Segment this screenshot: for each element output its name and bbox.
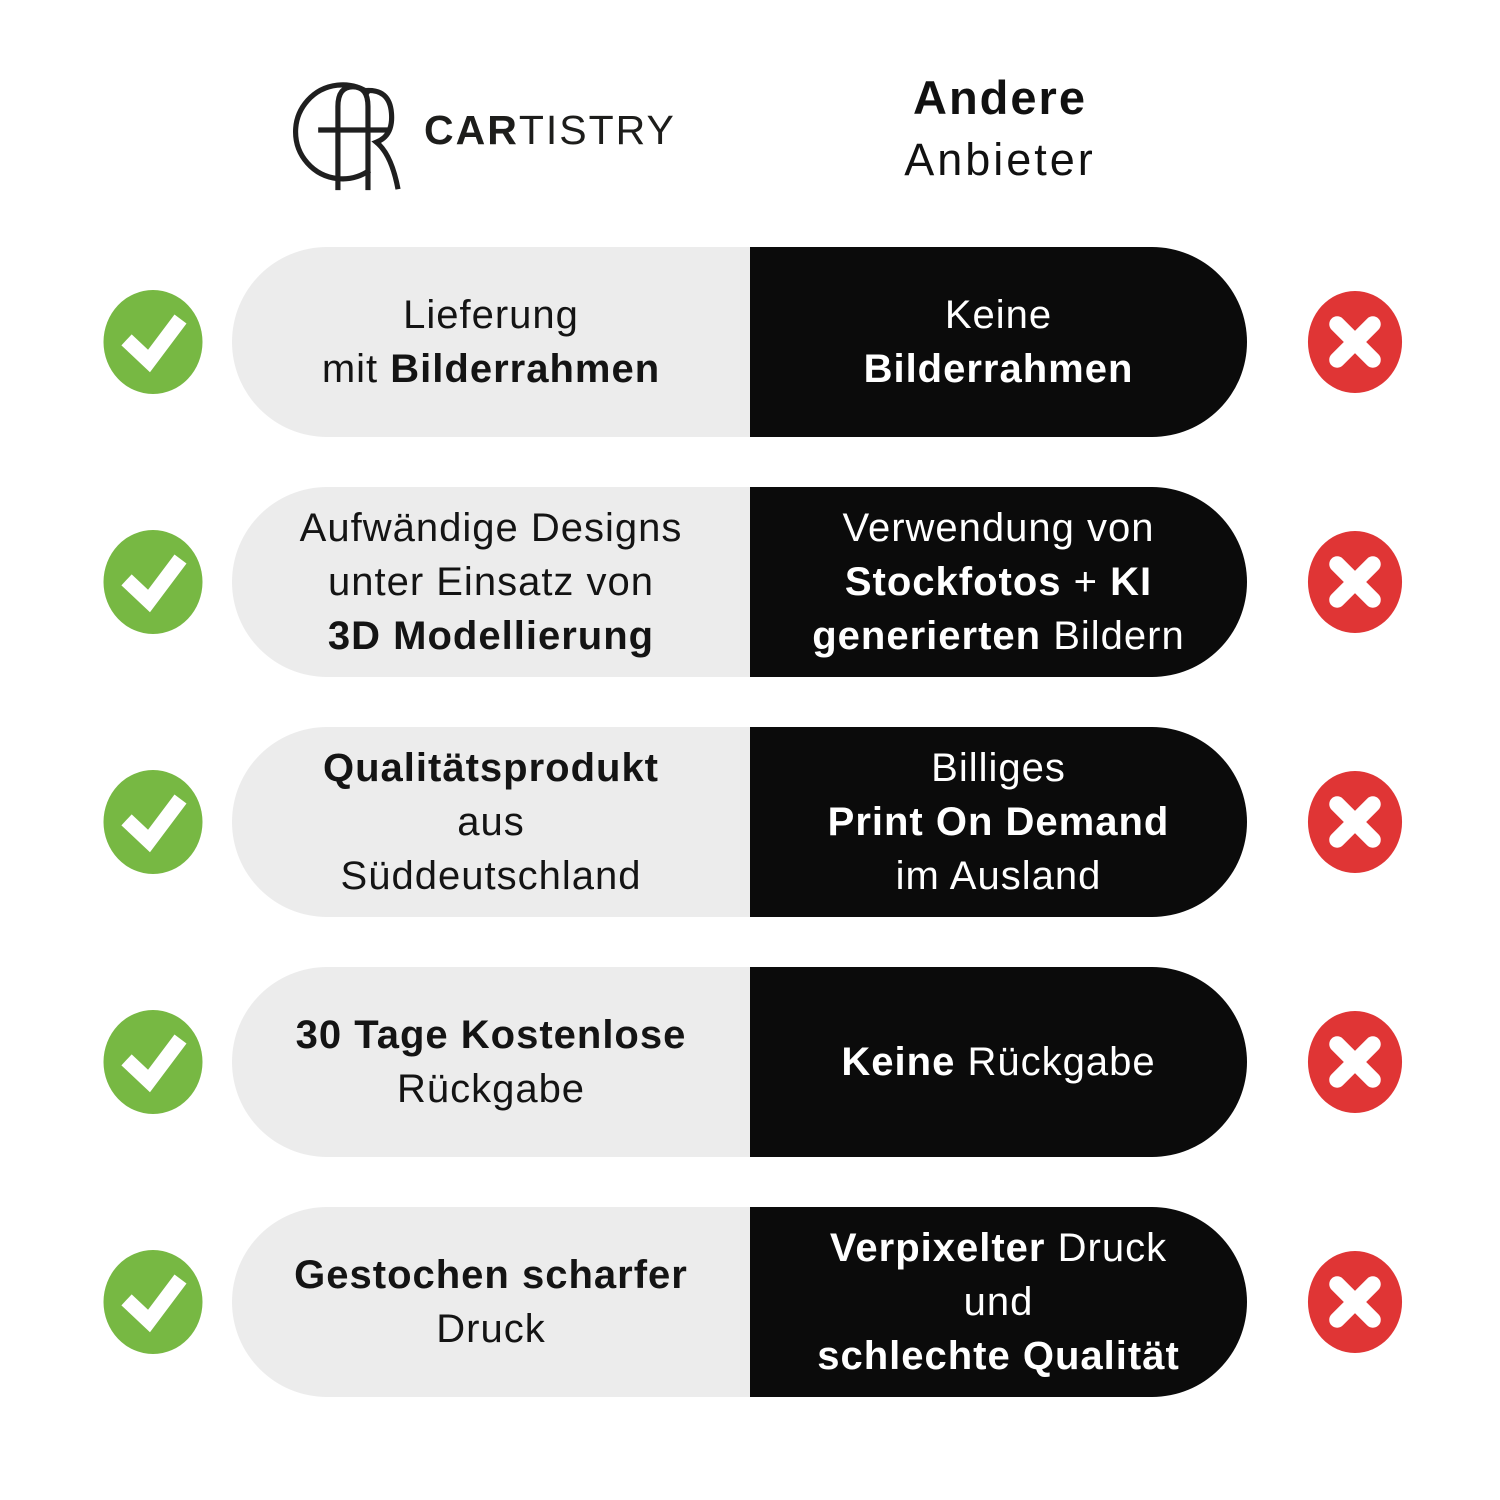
- text-line: [232, 1062, 750, 1116]
- text-segment: aus: [457, 800, 525, 844]
- check-icon: [103, 290, 203, 395]
- competitor-cell: [750, 1207, 1247, 1397]
- brand-cell: [232, 247, 750, 437]
- competitor-cell-text: [750, 1035, 1247, 1089]
- text-segment: 3D Modellierung: [327, 614, 655, 658]
- text-segment: Süddeutschland: [340, 854, 642, 898]
- check-icon: [103, 1010, 203, 1115]
- text-segment: Druck: [1045, 1226, 1168, 1270]
- x-icon: [1307, 771, 1403, 874]
- brand-cell-text: [232, 288, 750, 396]
- brand-cell: [232, 727, 750, 917]
- text-segment: 30 Tage Kostenlose: [295, 1013, 687, 1057]
- brand-cell: [232, 1207, 750, 1397]
- brand-wordmark: [424, 107, 676, 154]
- brand-cell-text: [232, 741, 750, 903]
- text-segment: unter Einsatz von: [327, 560, 655, 604]
- text-line: [232, 609, 750, 663]
- brand-cell: [232, 967, 750, 1157]
- text-segment: KI: [1110, 560, 1153, 604]
- text-line: [232, 795, 750, 849]
- competitor-cell-text: [750, 741, 1247, 903]
- competitor-cell-text: [750, 501, 1247, 663]
- text-segment: Rückgabe: [396, 1067, 586, 1111]
- text-segment: Bilderrahmen: [390, 347, 661, 391]
- text-line: [232, 741, 750, 795]
- text-line: [750, 1275, 1247, 1329]
- text-segment: mit: [321, 347, 391, 391]
- text-segment: im Ausland: [895, 854, 1102, 898]
- check-icon: [103, 530, 203, 635]
- text-line: [750, 1221, 1247, 1275]
- text-segment: Verpixelter: [829, 1226, 1046, 1270]
- comparison-row: [0, 487, 1500, 677]
- competitor-cell: [750, 727, 1247, 917]
- competitor-cell: [750, 247, 1247, 437]
- text-segment: Lieferung: [403, 293, 579, 337]
- x-icon: [1307, 291, 1403, 394]
- text-segment: generierten: [812, 614, 1042, 658]
- x-icon: [1307, 1011, 1403, 1114]
- text-line: [232, 288, 750, 342]
- text-segment: Bildern: [1041, 614, 1185, 658]
- text-segment: Verwendung von: [842, 506, 1155, 550]
- text-line: [750, 741, 1247, 795]
- text-segment: Billiges: [931, 746, 1066, 790]
- text-line: [750, 795, 1247, 849]
- text-segment: Gestochen scharfer: [294, 1253, 688, 1297]
- text-line: [750, 609, 1247, 663]
- text-segment: Aufwändige Designs: [299, 506, 683, 550]
- text-line: [232, 849, 750, 903]
- brand-wordmark-bold: CAR: [424, 106, 519, 153]
- brand-cell-text: [232, 1248, 750, 1356]
- competitor-cell: [750, 487, 1247, 677]
- brand-header: [290, 66, 676, 194]
- text-line: [750, 555, 1247, 609]
- text-segment: Keine: [944, 293, 1053, 337]
- comparison-table: [0, 247, 1500, 1447]
- text-line: [750, 1035, 1247, 1089]
- text-line: [232, 1248, 750, 1302]
- text-segment: Druck: [436, 1307, 546, 1351]
- competitor-header-line1: Andere: [913, 71, 1087, 124]
- text-line: [232, 555, 750, 609]
- competitor-cell-text: [750, 1221, 1247, 1383]
- text-segment: und: [963, 1280, 1034, 1324]
- car-monogram-icon: [290, 66, 414, 194]
- competitor-cell: [750, 967, 1247, 1157]
- x-icon: [1307, 531, 1403, 634]
- text-segment: Stockfotos: [844, 560, 1062, 604]
- text-line: [750, 342, 1247, 396]
- check-icon: [103, 770, 203, 875]
- text-line: [232, 501, 750, 555]
- brand-wordmark-regular: TISTRY: [518, 106, 676, 153]
- competitor-header-line2: Anbieter: [904, 134, 1096, 185]
- comparison-row: [0, 727, 1500, 917]
- comparison-row: [0, 1207, 1500, 1397]
- text-line: [750, 501, 1247, 555]
- text-segment: +: [1061, 560, 1111, 604]
- text-line: [750, 1329, 1247, 1383]
- text-segment: Qualitätsprodukt: [322, 746, 660, 790]
- x-icon: [1307, 1251, 1403, 1354]
- text-segment: Rückgabe: [955, 1040, 1156, 1084]
- brand-cell-text: [232, 1008, 750, 1116]
- text-line: [232, 1008, 750, 1062]
- text-line: [232, 342, 750, 396]
- brand-cell-text: [232, 501, 750, 663]
- text-segment: schlechte Qualität: [817, 1334, 1180, 1378]
- brand-cell: [232, 487, 750, 677]
- competitor-header: [760, 70, 1240, 186]
- comparison-row: [0, 247, 1500, 437]
- text-line: [750, 288, 1247, 342]
- text-line: [750, 849, 1247, 903]
- text-segment: Print On Demand: [827, 800, 1170, 844]
- competitor-cell-text: [750, 288, 1247, 396]
- text-segment: Keine: [841, 1040, 956, 1084]
- check-icon: [103, 1250, 203, 1355]
- comparison-row: [0, 967, 1500, 1157]
- text-segment: Bilderrahmen: [863, 347, 1134, 391]
- text-line: [232, 1302, 750, 1356]
